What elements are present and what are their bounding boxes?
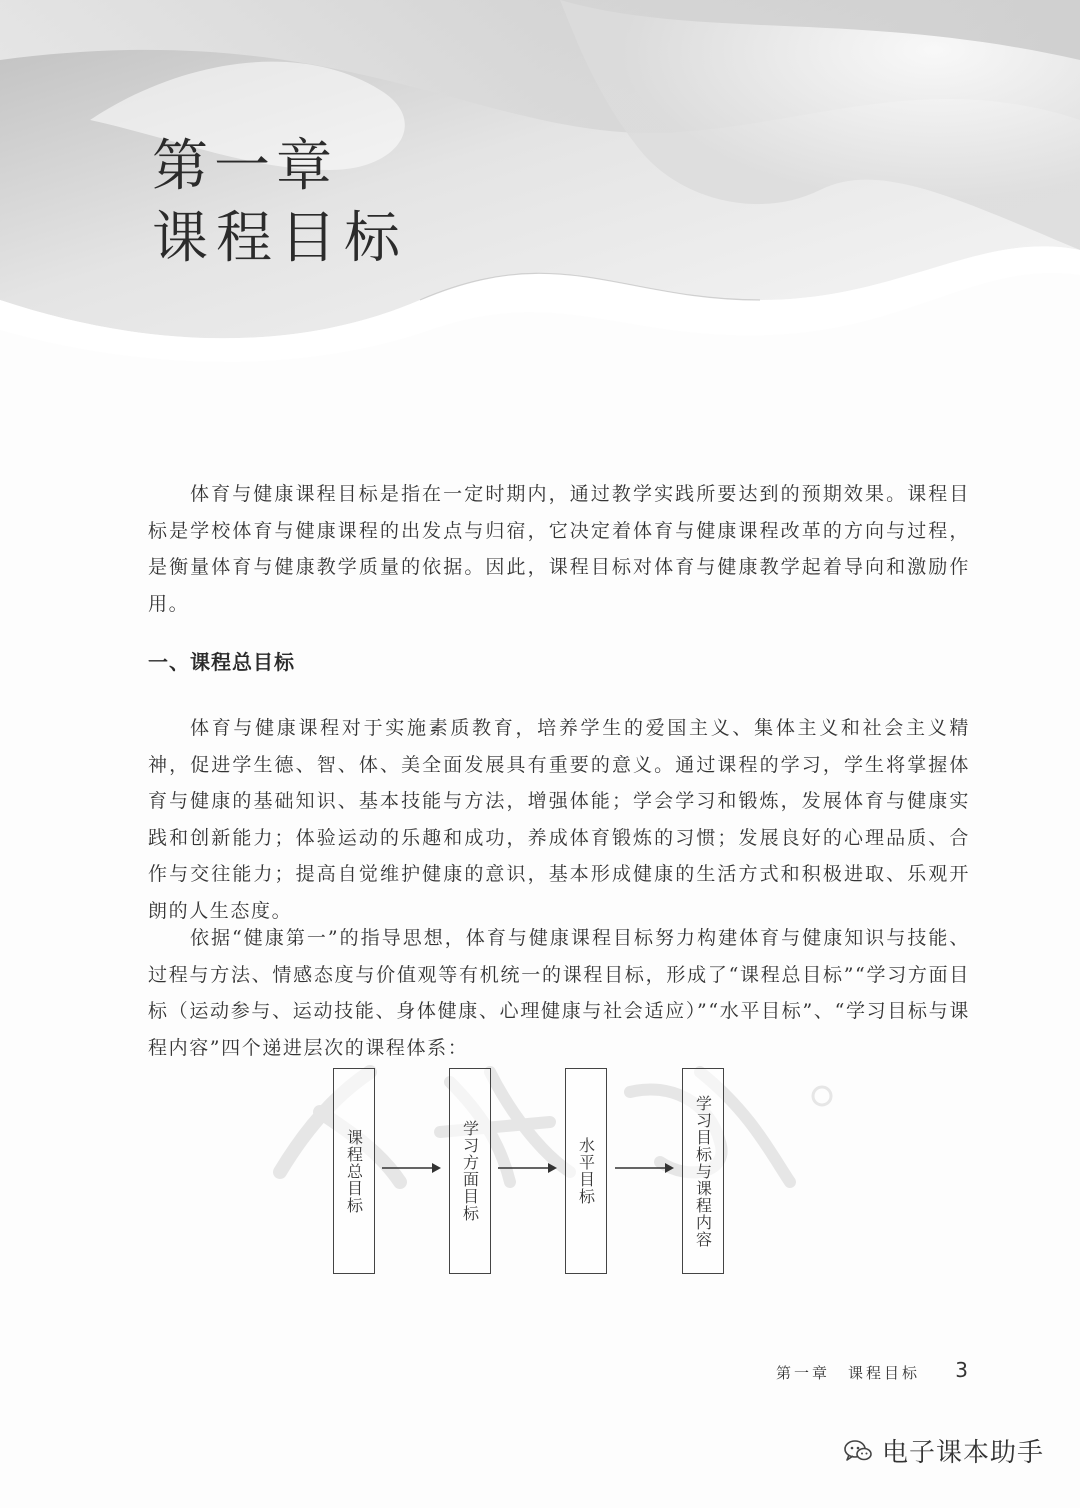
flow-arrow-3	[615, 1162, 675, 1174]
flow-box-level-goal: 水平目标	[565, 1068, 607, 1274]
flow-arrow-2	[498, 1162, 558, 1174]
chapter-title: 课程目标	[152, 206, 408, 271]
section-heading: 一、课程总目标	[148, 650, 295, 674]
publisher-watermark	[250, 1052, 850, 1192]
flow-box-learning-goal-and-content: 学习目标与课程内容	[682, 1068, 724, 1274]
flow-arrow-1	[382, 1162, 442, 1174]
wechat-account-badge	[844, 1432, 1044, 1469]
footer-chapter-label: 第一章 课程目标	[775, 1364, 920, 1382]
page-number: 3	[955, 1358, 968, 1382]
flow-box-learning-aspect-goal: 学习方面目标	[449, 1068, 491, 1274]
section-paragraph-1: 体育与健康课程对于实施素质教育，培养学生的爱国主义、集体主义和社会主义精神，促进学生德、智、体、美全面发展具有重要的意义。通过课程的学习，学生将掌握体育与健康的基础知识、基本技能与方法，增强体能；学会学习和锻炼，发展体育与健康实践和创新能力；体验运动的乐趣和成功，养成体育锻炼的习惯；发展良好的心理品质、合作与交往能力；提高自觉维护健康的意识，基本形成健康的生活方式和积极进取、乐观开朗的人生态度。	[148, 717, 970, 922]
intro-paragraph: 体育与健康课程目标是指在一定时期内，通过教学实践所要达到的预期效果。课程目标是学校体育与健康课程的出发点与归宿，它决定着体育与健康课程改革的方向与过程，是衡量体育与健康教学质量的依据。因此，课程目标对体育与健康教学起着导向和激励作用。	[148, 483, 970, 615]
chapter-number: 第一章	[152, 134, 338, 199]
section-paragraph-2: 依据“健康第一”的指导思想，体育与健康课程目标努力构建体育与健康知识与技能、过程与方法、情感态度与价值观等有机统一的课程目标，形成了“课程总目标”“学习方面目标（运动参与、运动技能、身体健康、心理健康与社会适应）”“水平目标”、“学习目标与课程内容”四个递进层次的课程体系：	[148, 927, 970, 1059]
wechat-icon	[844, 1439, 872, 1463]
wechat-account-name: 电子课本助手	[881, 1438, 1044, 1468]
flow-box-course-general-goal: 课程总目标	[333, 1068, 375, 1274]
